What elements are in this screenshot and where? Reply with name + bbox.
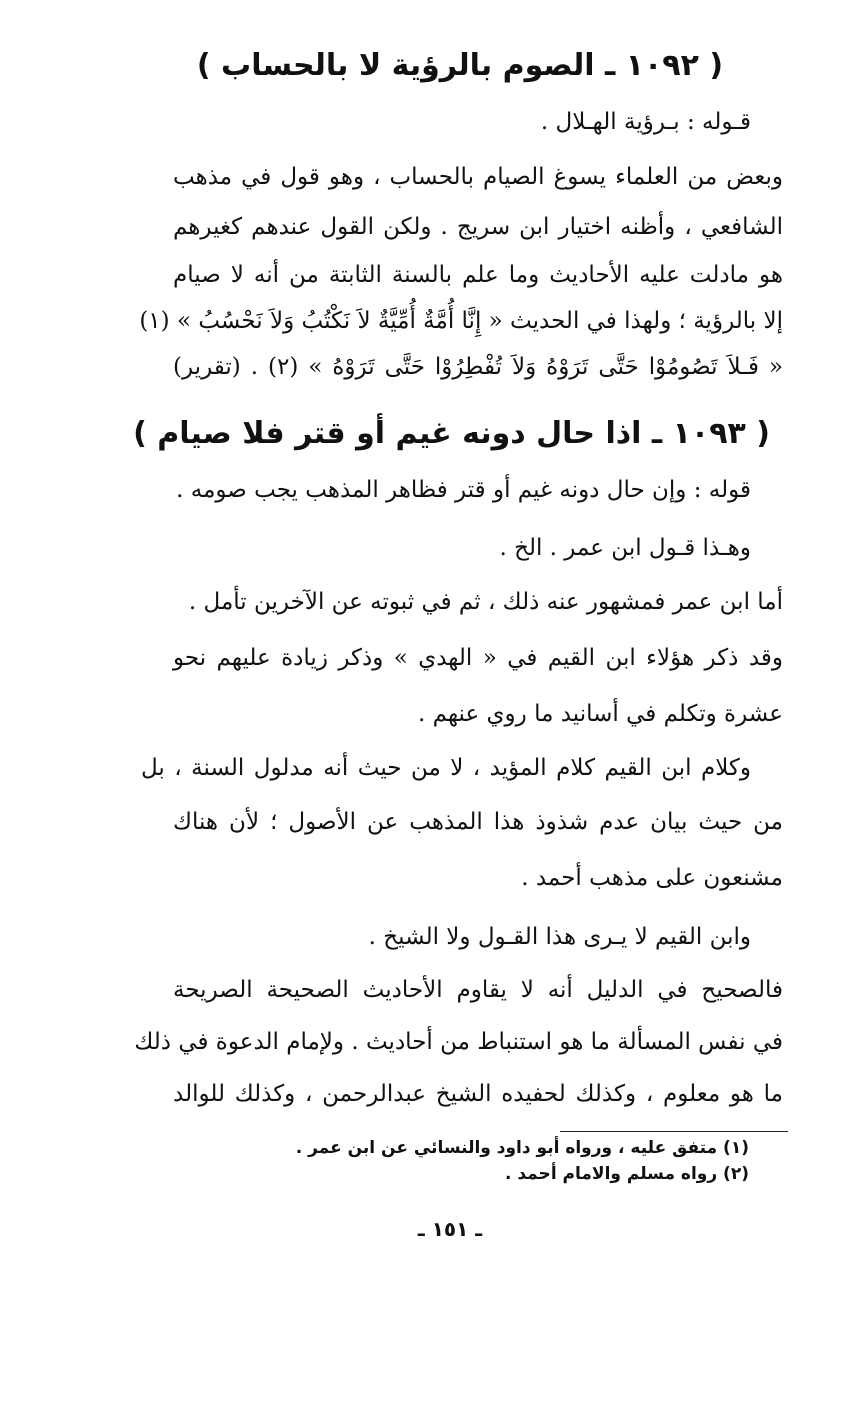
body-line: عشرة وتكلم في أسانيد ما روي عنهم . xyxy=(418,701,783,727)
body-line: قـوله : بـرؤية الهـلال . xyxy=(540,109,751,135)
body-line: فالصحيح في الدليل أنه لا يقاوم الأحاديث الصحيحة الصريحة xyxy=(173,977,783,1003)
body-line: وقد ذكر هؤلاء ابن القيم في « الهدي » وذكر زيادة عليهم نحو xyxy=(173,645,783,671)
body-line: في نفس المسألة ما هو استنباط من أحاديث . ولإمام الدعوة في ذلك xyxy=(134,1029,783,1055)
body-line: وكلام ابن القيم كلام المؤيد ، لا من حيث أنه مدلول السنة ، بل xyxy=(141,755,751,781)
body-line: الشافعي ، وأظنه اختيار ابن سريج . ولكن القول عندهم كغيرهم xyxy=(173,214,783,240)
body-line: وابن القيم لا يـرى هذا القـول ولا الشيخ . xyxy=(368,924,751,950)
body-line: إلا بالرؤية ؛ ولهذا في الحديث « إِنَّا أُمَّةٌ أُمِّيَّةٌ لاَ نَكْتُبُ وَلاَ نَحْسُبُ » (١) xyxy=(139,308,783,334)
body-line: هو مادلت عليه الأحاديث وما علم بالسنة الثابتة من أنه لا صيام xyxy=(173,262,783,288)
body-line: مشنعون على مذهب أحمد . xyxy=(521,865,783,891)
body-line: من حيث بيان عدم شذوذ هذا المذهب عن الأصول ؛ لأن هناك xyxy=(173,809,783,835)
body-line: ما هو معلوم ، وكذلك لحفيده الشيخ عبدالرحمن ، وكذلك للوالد xyxy=(173,1081,783,1107)
body-line: وهـذا قـول ابن عمر . الخ . xyxy=(499,535,751,561)
section-heading-1092: ( ١٠٩٢ ـ الصوم بالرؤية لا بالحساب ) xyxy=(196,48,724,83)
section-heading-1093: ( ١٠٩٣ ـ اذا حال دونه غيم أو قتر فلا صيام ) xyxy=(133,416,770,451)
footnote-2: (٢) رواه مسلم والامام أحمد . xyxy=(504,1164,749,1184)
footnote-1: (١) متفق عليه ، ورواه أبو داود والنسائي عن ابن عمر . xyxy=(295,1138,749,1158)
body-line: « فَـلاَ تَصُومُوْا حَتَّى تَرَوْهُ وَلاَ تُفْطِرُوْا حَتَّى تَرَوْهُ » (٢) . (تقرير) xyxy=(173,354,784,380)
page-number: ـ ١٥١ ـ xyxy=(417,1217,483,1241)
footnote-divider xyxy=(560,1131,788,1132)
body-line: أما ابن عمر فمشهور عنه ذلك ، ثم في ثبوته عن الآخرين تأمل . xyxy=(188,589,783,615)
body-line: وبعض من العلماء يسوغ الصيام بالحساب ، وهو قول في مذهب xyxy=(173,164,783,190)
body-line: قوله : وإن حال دونه غيم أو قتر فظاهر المذهب يجب صومه . xyxy=(176,477,751,503)
